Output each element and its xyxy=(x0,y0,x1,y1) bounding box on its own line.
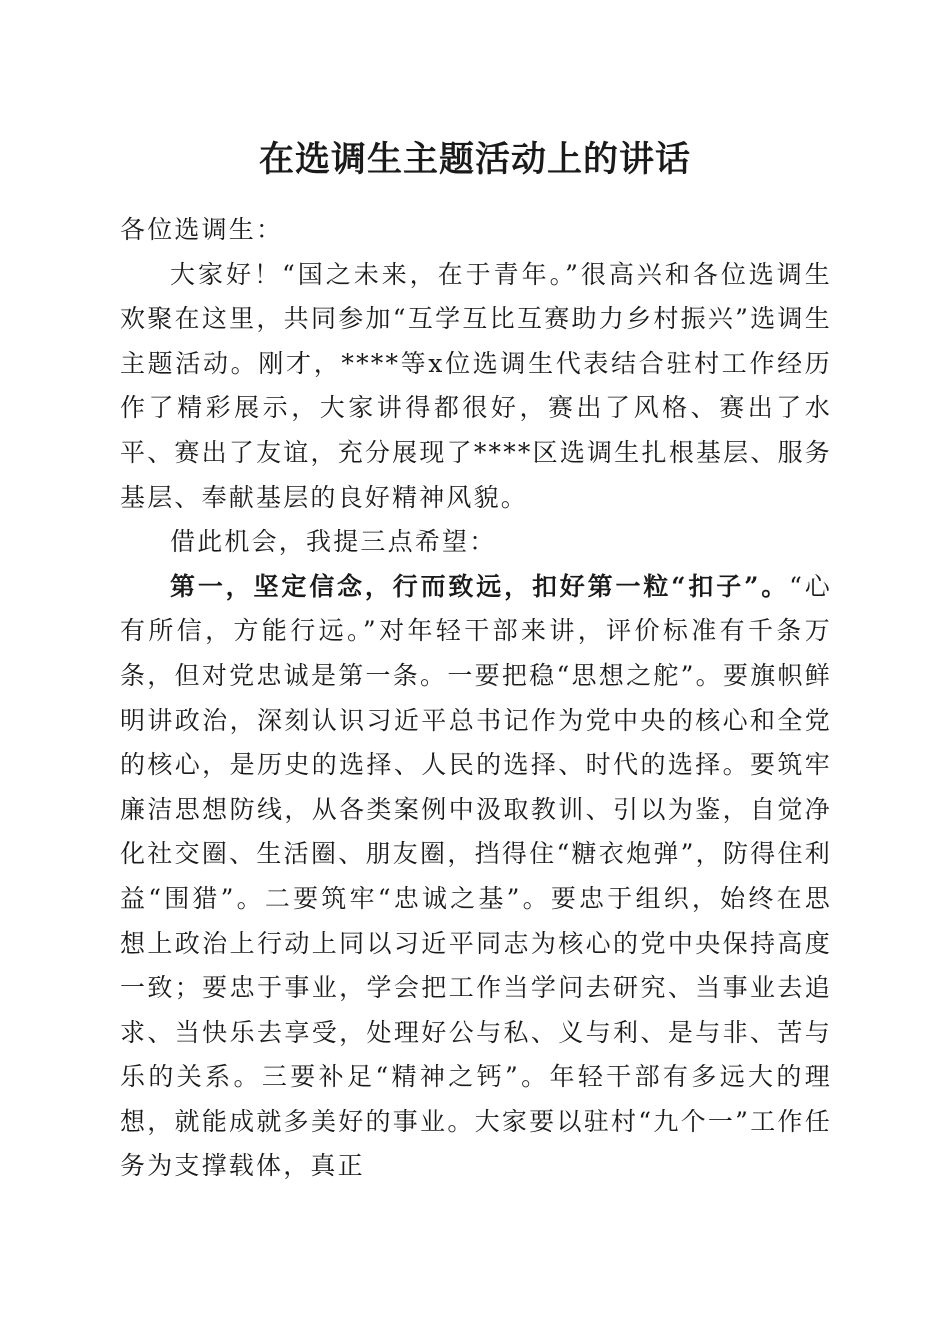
first-point-body: “心有所信，方能行远。”对年轻干部来讲，评价标准有千条万条，但对党忠诚是第一条。一要把稳“思想之舵”。要旗帜鲜明讲政治，深刻认识习近平总书记作为党中央的核心和全党的核心，是历史的选择、人民的选择、时代的选择。要筑牢廉洁思想防线，从各类案例中汲取教训、引以为鉴，自觉净化社交圈、生活圈、朋友圈，挡得住“糖衣炮弹”，防得住利益“围猎”。二要筑牢“忠诚之基”。要忠于组织，始终在思想上政治上行动上同以习近平同志为核心的党中央保持高度一致；要忠于事业，学会把工作当学问去研究、当事业去追求、当快乐去享受，处理好公与私、义与利、是与非、苦与乐的关系。三要补足“精神之钙”。年轻干部有多远大的理想，就能成就多美好的事业。大家要以驻村“九个一”工作任务为支撑载体，真正 xyxy=(120,571,832,1181)
document-title: 在选调生主题活动上的讲话 xyxy=(258,139,691,180)
document-body xyxy=(120,208,832,1189)
paragraph-opening: 大家好！“国之未来，在于青年。”很高兴和各位选调生欢聚在这里，共同参加“互学互比互赛助力乡村振兴”选调生主题活动。刚才，****等x位选调生代表结合驻村工作经历作了精彩展示，大家讲得都很好，赛出了风格、赛出了水平、赛出了友谊，充分展现了****区选调生扎根基层、服务基层、奉献基层的良好精神风貌。 xyxy=(120,259,832,512)
paragraph-hopes-intro: 借此机会，我提三点希望： xyxy=(170,527,497,557)
salutation: 各位选调生： xyxy=(120,215,284,244)
paragraph-first-point xyxy=(120,565,832,1189)
first-point-heading: 第一，坚定信念，行而致远，扣好第一粒“扣子”。 xyxy=(170,571,790,601)
